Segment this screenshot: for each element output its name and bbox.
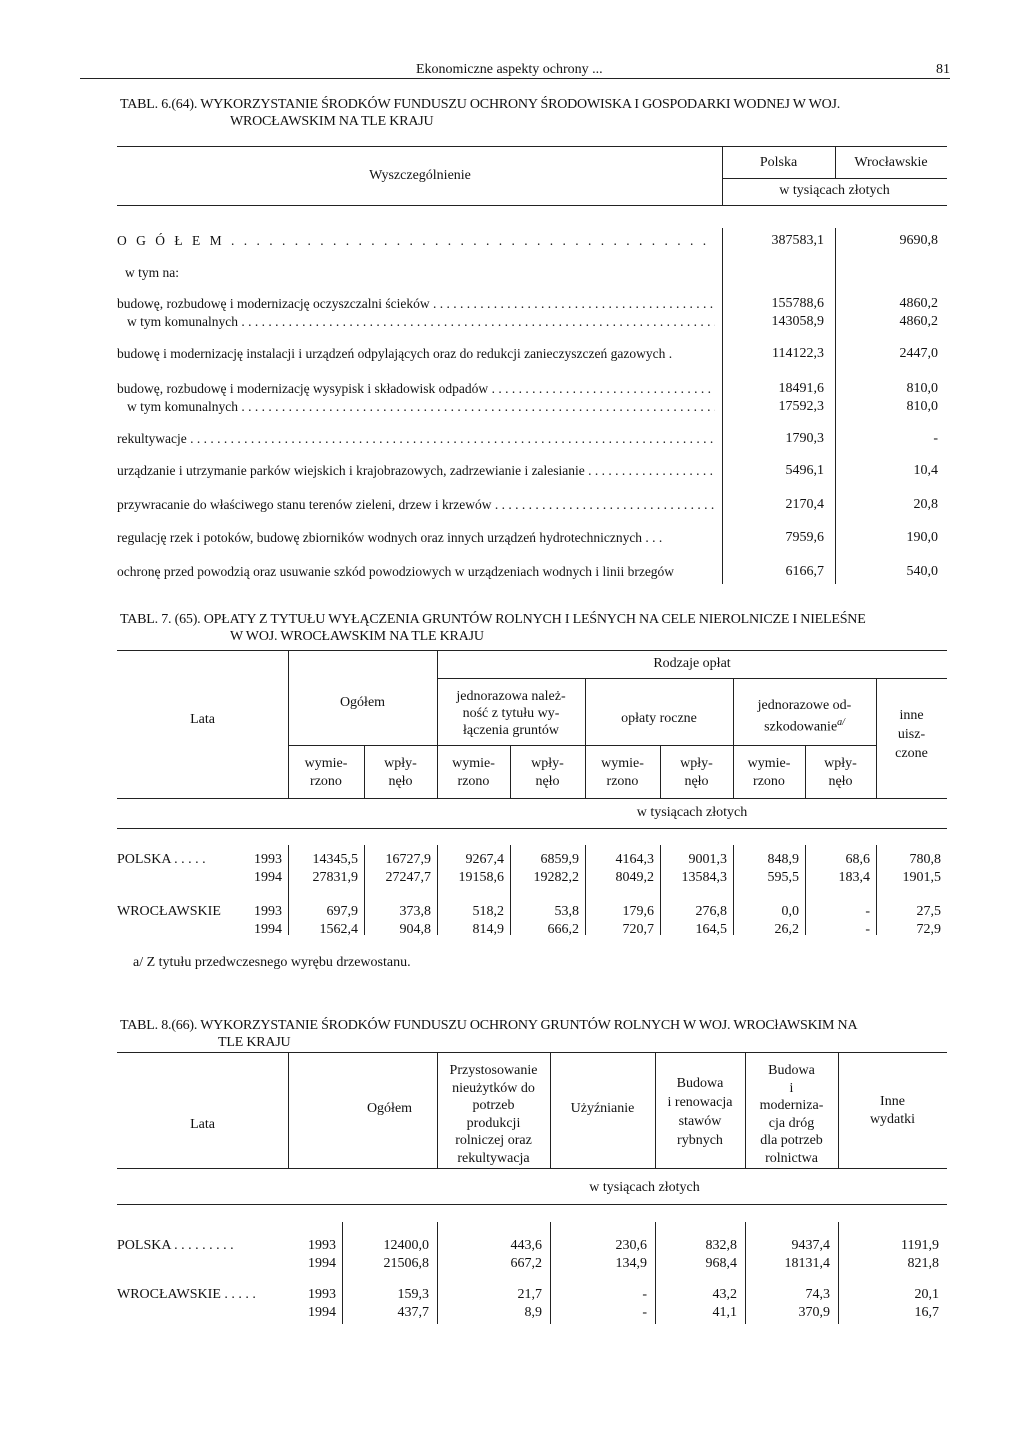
- cell-polska: 1790,3: [785, 431, 824, 446]
- table-cell: 20,1: [914, 1287, 939, 1302]
- cell-polska: 7959,6: [785, 530, 824, 545]
- table-cell: 821,8: [907, 1256, 939, 1271]
- col-head-wymierzono: wymie- rzono: [601, 756, 644, 789]
- cell-polska: 114122,3: [772, 346, 824, 361]
- col-head-jednorazowa: jednorazowa należ- ność z tytułu wy- łączenia gruntów: [456, 689, 566, 738]
- col-head-wplynelo: wpły- nęło: [680, 756, 713, 789]
- table-cell: 9437,4: [791, 1238, 830, 1253]
- col-head-odszkodowanie: jednorazowe od- szkodowanie$^{a/}$: [757, 698, 852, 735]
- table-cell: 4164,3: [615, 852, 654, 867]
- col-head-unit: w tysiącach złotych: [589, 1180, 700, 1195]
- table-cell: 164,5: [695, 922, 727, 937]
- cell-polska: 6166,7: [785, 564, 824, 579]
- col-head-rodzaje: Rodzaje opłat: [653, 656, 731, 671]
- table-cell: 27831,9: [312, 870, 358, 885]
- cell-wroclawskie: -: [933, 431, 938, 446]
- col-head-stawy: Budowa i renowacja stawów rybnych: [667, 1076, 733, 1148]
- col-head-wymierzono: wymie- rzono: [747, 756, 791, 789]
- table-cell: 18131,4: [784, 1256, 830, 1271]
- table-cell: 68,6: [845, 852, 870, 867]
- col-head-wplynelo: wpły- nęło: [824, 756, 857, 789]
- table-cell: 21,7: [517, 1287, 542, 1302]
- cell-wroclawskie: 190,0: [906, 530, 938, 545]
- row-label: w tym komunalnych . . .: [127, 399, 715, 415]
- row-label: urządzanie i utrzymanie parków wiejskich i krajobrazowych, zadrzewianie i zalesianie . . .: [117, 463, 715, 479]
- table-cell: 6859,9: [540, 852, 579, 867]
- table-cell: 183,4: [838, 870, 870, 885]
- table-cell: -: [642, 1287, 647, 1302]
- cell-wroclawskie: 810,0: [906, 399, 938, 414]
- year-cell: 1993: [308, 1287, 336, 1302]
- col-head-przystosowanie: Przystosowanie nieużytków do potrzeb produkcji rolniczej oraz rekultywacja: [449, 1063, 538, 1166]
- region-wroclawskie: WROCŁAWSKIE . . . . .: [117, 1287, 256, 1302]
- table-cell: 667,2: [510, 1256, 542, 1271]
- cell-wroclawskie: 10,4: [913, 463, 938, 478]
- year-cell: 1994: [254, 922, 282, 937]
- cell-polska: 387583,1: [771, 233, 824, 248]
- table-cell: 697,9: [326, 904, 358, 919]
- col-head-polska: Polska: [759, 155, 798, 170]
- year-cell: 1993: [254, 852, 282, 867]
- table-cell: 53,8: [554, 904, 579, 919]
- table-cell: 0,0: [781, 904, 799, 919]
- col-head-uzyznianie: Użyźnianie: [570, 1101, 635, 1116]
- year-cell: 1994: [308, 1305, 336, 1320]
- table-cell: 832,8: [705, 1238, 737, 1253]
- table-cell: 437,7: [397, 1305, 429, 1320]
- row-label: w tym komunalnych . . .: [127, 314, 715, 330]
- cell-wroclawskie: 2447,0: [899, 346, 938, 361]
- col-head-unit: w tysiącach złotych: [636, 805, 748, 820]
- table-cell: 72,9: [916, 922, 941, 937]
- col-head-item: Wyszczególnienie: [369, 168, 471, 183]
- col-head-wplynelo: wpły- nęło: [384, 756, 417, 789]
- cell-polska: 143058,9: [771, 314, 824, 329]
- table-cell: 21506,8: [383, 1256, 429, 1271]
- cell-wroclawskie: 810,0: [906, 381, 938, 396]
- footnote: a/ Z tytułu przedwczesnego wyrębu drzewostanu.: [133, 955, 411, 970]
- col-head-roczne: opłaty roczne: [621, 711, 697, 726]
- table-cell: -: [865, 904, 870, 919]
- col-head-ogolem: Ogółem: [366, 1101, 413, 1116]
- table-cell: 26,2: [774, 922, 799, 937]
- col-head-drogi: Budowa i moderniza- cja dróg dla potrzeb rolnictwa: [759, 1063, 824, 1166]
- table-cell: 179,6: [622, 904, 654, 919]
- table-cell: 1191,9: [901, 1238, 939, 1253]
- table-cell: 814,9: [472, 922, 504, 937]
- cell-polska: 17592,3: [778, 399, 824, 414]
- table-cell: 27,5: [916, 904, 941, 919]
- region-polska: POLSKA . . . . . . . . .: [117, 1238, 234, 1253]
- row-label: budowę, rozbudowę i modernizację oczyszczalni ścieków . . .: [117, 296, 715, 312]
- row-label: budowę i modernizację instalacji i urządzeń odpylających oraz do redukcji zanieczyszczeń gazowych .: [117, 346, 673, 361]
- cell-polska: 155788,6: [771, 296, 824, 311]
- table-cell: 443,6: [510, 1238, 542, 1253]
- table-cell: -: [642, 1305, 647, 1320]
- table-8-title-line2: TLE KRAJU: [218, 1035, 291, 1050]
- page-number: 81: [936, 62, 950, 77]
- table-cell: 595,5: [767, 870, 799, 885]
- table-cell: 12400,0: [383, 1238, 429, 1253]
- region-polska: POLSKA . . . . .: [117, 852, 206, 867]
- table-cell: 74,3: [805, 1287, 830, 1302]
- table-cell: 41,1: [712, 1305, 737, 1320]
- col-head-unit: w tysiącach złotych: [779, 183, 890, 198]
- col-head-wymierzono: wymie- rzono: [452, 756, 495, 789]
- year-cell: 1994: [308, 1256, 336, 1271]
- row-label: budowę, rozbudowę i modernizację wysypisk i składowisk odpadów . . .: [117, 381, 715, 397]
- col-head-inne-wydatki: Inne wydatki: [869, 1094, 916, 1127]
- table-6-title-line2: WROCŁAWSKIM NA TLE KRAJU: [230, 114, 434, 129]
- cell-polska: 2170,4: [785, 497, 824, 512]
- row-label: ochronę przed powodzią oraz usuwanie szkód powodziowych w urządzeniach wodnych i linii brzegów: [117, 564, 675, 579]
- year-cell: 1993: [254, 904, 282, 919]
- table-cell: 9267,4: [465, 852, 504, 867]
- table-cell: 8049,2: [615, 870, 654, 885]
- table-cell: 27247,7: [385, 870, 431, 885]
- table-cell: 968,4: [705, 1256, 737, 1271]
- table-6-title-line1: TABL. 6.(64). WYKORZYSTANIE ŚRODKÓW FUNDUSZU OCHRONY ŚRODOWISKA I GOSPODARKI WODNEJ W WOJ.: [120, 97, 841, 112]
- year-cell: 1993: [308, 1238, 336, 1253]
- table-cell: 14345,5: [312, 852, 358, 867]
- table-cell: 370,9: [798, 1305, 830, 1320]
- table-cell: 666,2: [547, 922, 579, 937]
- table-cell: 1901,5: [902, 870, 941, 885]
- row-label: rekultywacje . . .: [117, 431, 715, 447]
- table-7-title-line2: W WOJ. WROCŁAWSKIM NA TLE KRAJU: [230, 629, 484, 644]
- table-cell: 16,7: [914, 1305, 939, 1320]
- table-cell: 19282,2: [533, 870, 579, 885]
- table-cell: 904,8: [399, 922, 431, 937]
- table-cell: 1562,4: [319, 922, 358, 937]
- col-head-ogolem: Ogółem: [339, 695, 386, 710]
- running-header-title: Ekonomiczne aspekty ochrony ...: [416, 62, 603, 77]
- row-label: w tym na:: [125, 265, 179, 280]
- table-7-title-line1: TABL. 7. (65). OPŁATY Z TYTUŁU WYŁĄCZENIA GRUNTÓW ROLNYCH I LEŚNYCH NA CELE NIEROLNICZE I NIELEŚNE: [120, 612, 866, 627]
- row-label: regulację rzek i potoków, budowę zbiorników wodnych oraz innych urządzeń hydrotechnicznych . . .: [117, 530, 663, 545]
- col-head-lata: Lata: [190, 1117, 215, 1132]
- table-8-title-line1: TABL. 8.(66). WYKORZYSTANIE ŚRODKÓW FUNDUSZU OCHRONY GRUNTÓW ROLNYCH W WOJ. WROCłAWSKIM NA: [120, 1018, 858, 1033]
- cell-wroclawskie: 540,0: [906, 564, 938, 579]
- cell-wroclawskie: 4860,2: [899, 296, 938, 311]
- table-cell: 159,3: [397, 1287, 429, 1302]
- col-head-inne: inne uisz- czone: [895, 708, 928, 761]
- year-cell: 1994: [254, 870, 282, 885]
- col-head-wroclawskie: Wrocławskie: [854, 155, 928, 170]
- region-wroclawskie: WROCŁAWSKIE: [117, 904, 221, 919]
- table-cell: 43,2: [712, 1287, 737, 1302]
- table-cell: 9001,3: [688, 852, 727, 867]
- cell-wroclawskie: 9690,8: [899, 233, 938, 248]
- table-cell: 373,8: [399, 904, 431, 919]
- table-cell: 134,9: [615, 1256, 647, 1271]
- row-label: przywracanie do właściwego stanu terenów zieleni, drzew i krzewów . . .: [117, 497, 715, 513]
- table-cell: 848,9: [767, 852, 799, 867]
- table-cell: 276,8: [695, 904, 727, 919]
- col-head-lata: Lata: [190, 712, 215, 727]
- table-cell: 720,7: [622, 922, 654, 937]
- table-cell: 518,2: [472, 904, 504, 919]
- cell-polska: 18491,6: [778, 381, 824, 396]
- col-head-wplynelo: wpły- nęło: [531, 756, 564, 789]
- table-cell: 16727,9: [385, 852, 431, 867]
- table-cell: -: [865, 922, 870, 937]
- col-head-wymierzono: wymie- rzono: [304, 756, 348, 789]
- table-cell: 230,6: [615, 1238, 647, 1253]
- table-cell: 780,8: [909, 852, 941, 867]
- row-label: O G Ó Ł E M . . .: [117, 233, 715, 249]
- cell-wroclawskie: 4860,2: [899, 314, 938, 329]
- table-cell: 19158,6: [458, 870, 504, 885]
- cell-wroclawskie: 20,8: [913, 497, 938, 512]
- table-cell: 8,9: [524, 1305, 542, 1320]
- table-cell: 13584,3: [681, 870, 727, 885]
- cell-polska: 5496,1: [785, 463, 824, 478]
